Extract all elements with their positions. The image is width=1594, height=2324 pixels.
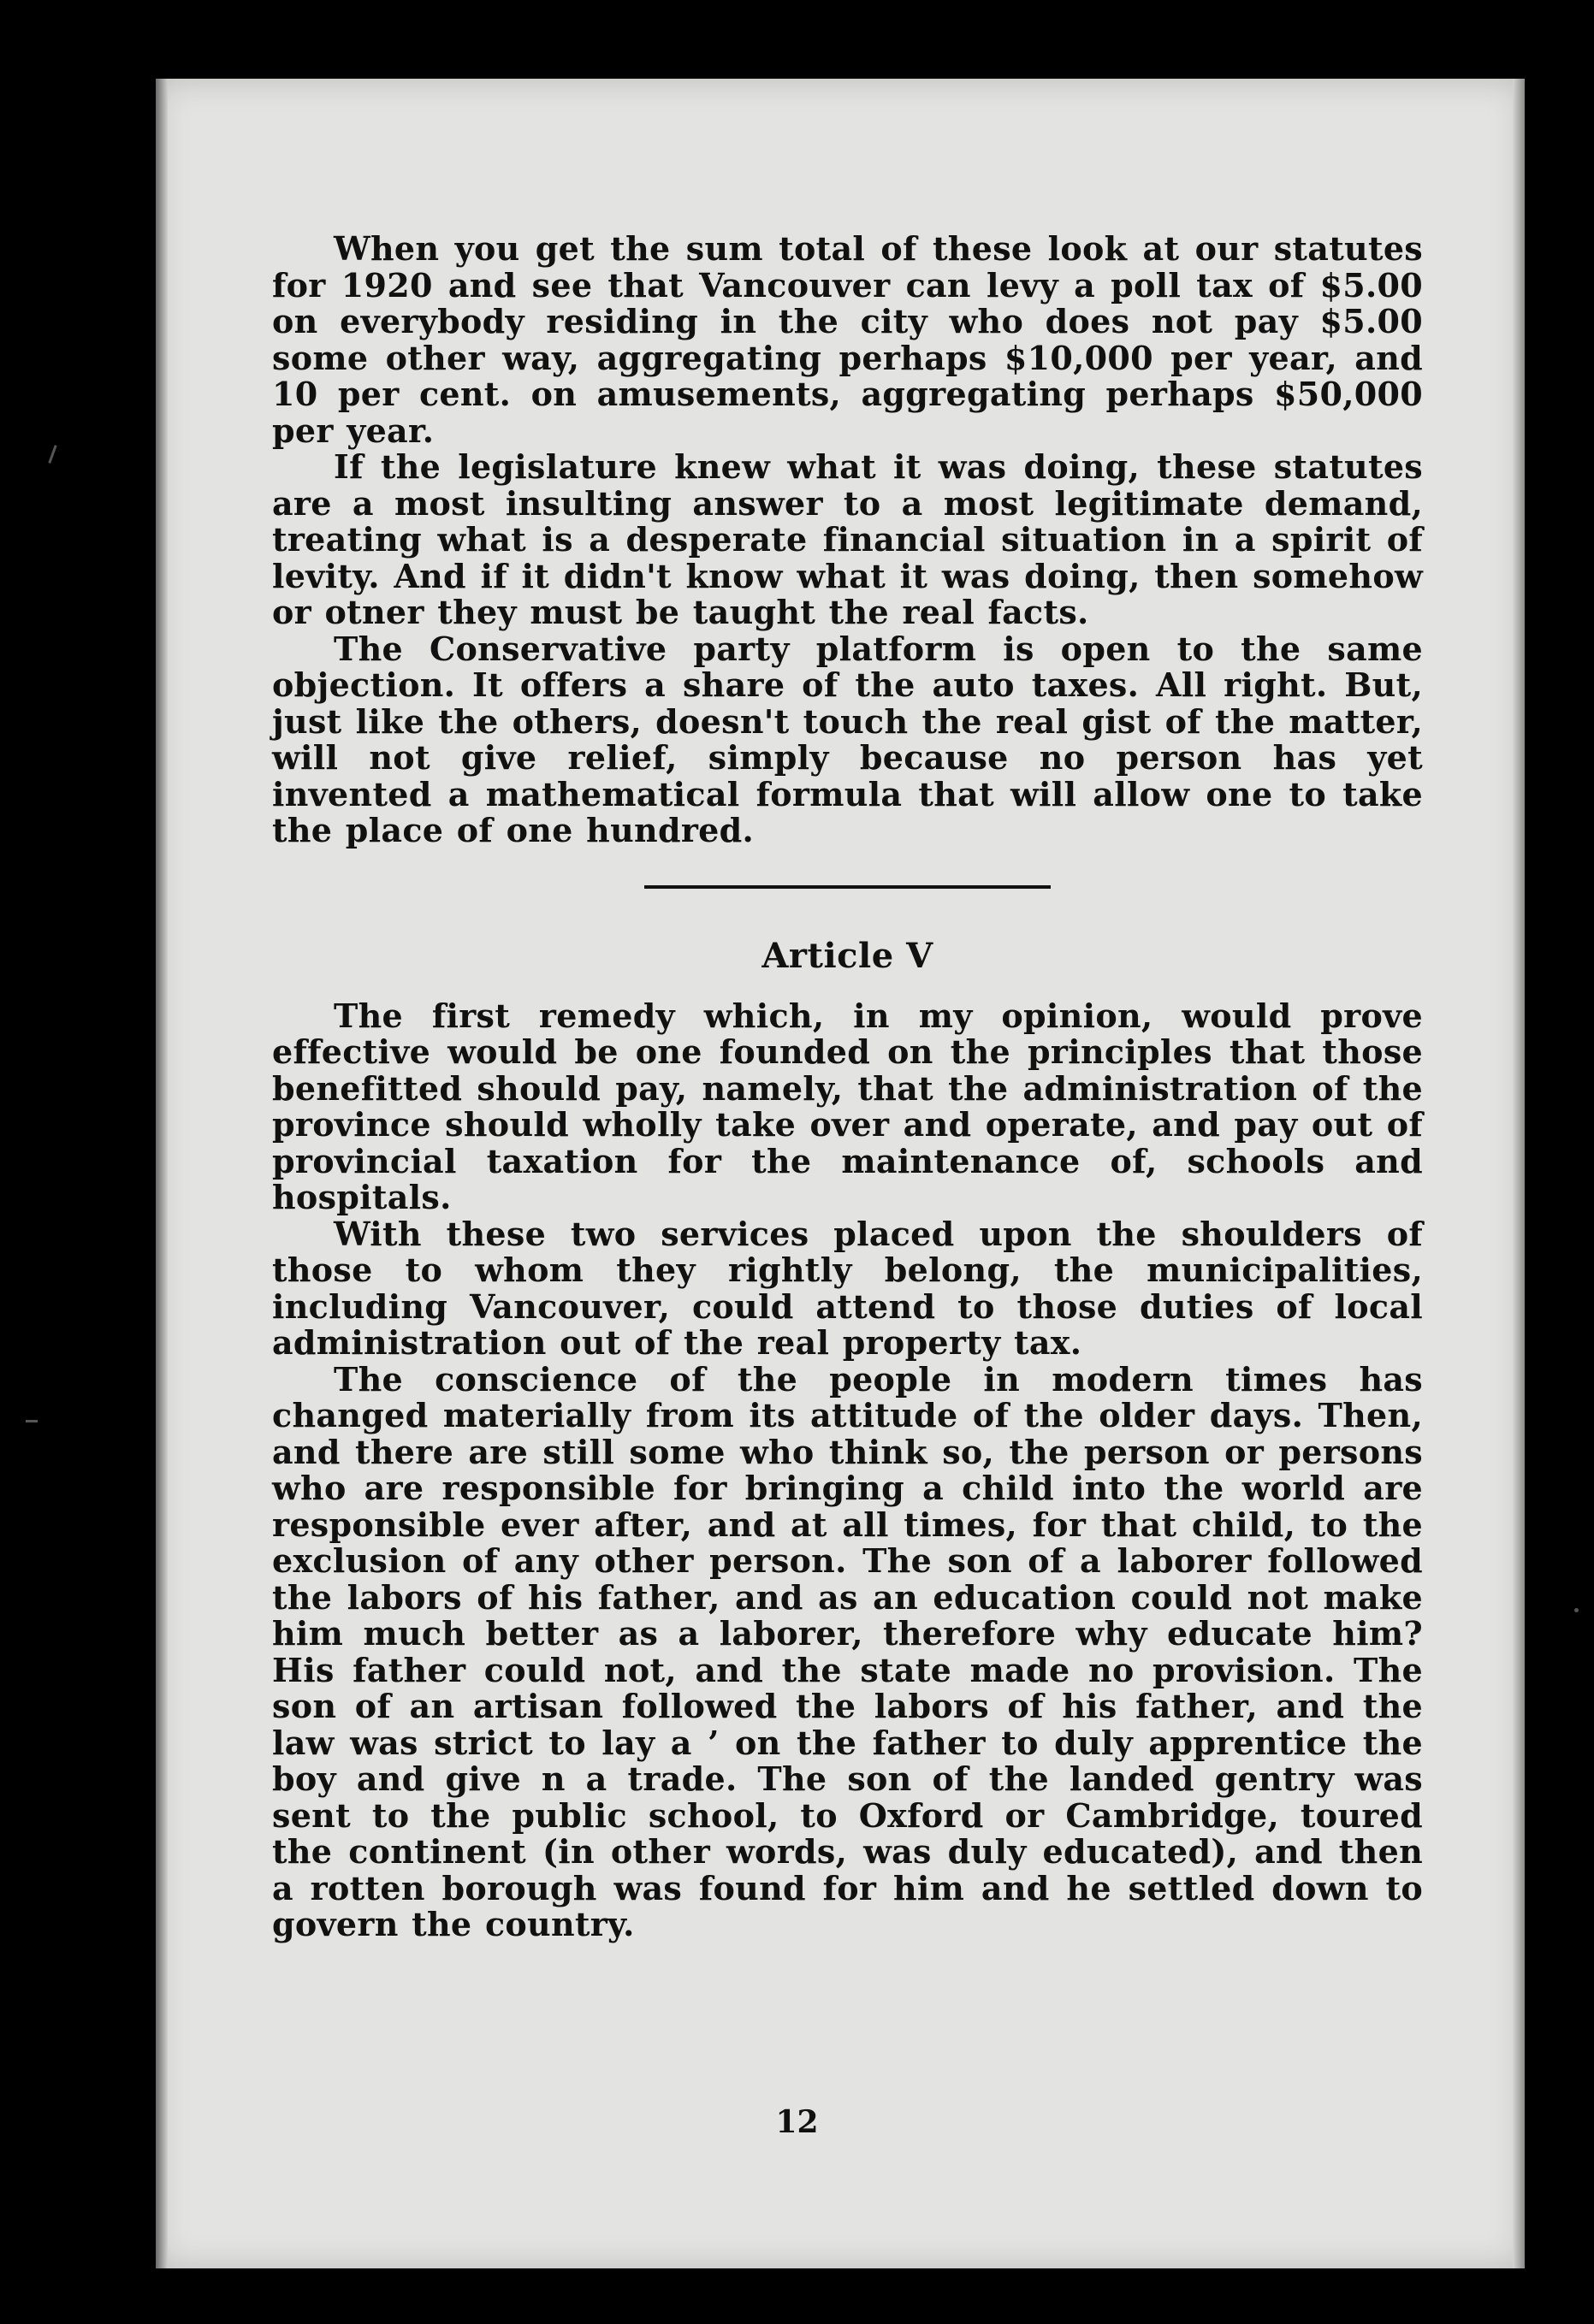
page-right-edge — [1513, 79, 1525, 2268]
paragraph: When you get the sum total of these look at our statutes for 1920 and see that Vancouver can levy a poll tax of $5.00 on everybody residing in the city who does not pay $5.00 some other way, aggregating perhaps $10,000 per year, and 10 per cent. on amusements, aggregating perhaps $50,000 per year. — [272, 229, 1423, 450]
paragraph: The Conservative party platform is open to the same objection. It offers a share of the auto taxes. All right. But, just like the others, doesn't touch the real gist of the matter, will not give relief, simply because no person has yet invented a mathematical formula that will allow one to take the place of one hundred. — [272, 629, 1423, 849]
page-number: 12 — [775, 2104, 819, 2140]
section-divider — [644, 885, 1051, 889]
paragraph: If the legislature knew what it was doing, these statutes are a most insulting answer to a most legitimate demand, treating what is a desperate financial situation in a spirit of levity. And if it didn't know what it was doing, then somehow or otner they must be taught the real facts. — [272, 447, 1423, 631]
scan-mark — [48, 445, 56, 464]
paragraph: The conscience of the people in modern times has changed materially from its attitude of the older days. Then, and there are still some who think so, the person or persons who are responsible for bringing a child into the world are responsible ever after, and at all times, for that child, to the exclusion of any other person. The son of a laborer followed the labors of his father, and as an education could not make him much better as a laborer, therefore why educate him? His father could not, and the state made no provision. The son of an artisan followed the labors of his father, and the law was strict to lay a ’ on the father to duly apprentice the boy and give n a trade. The son of the landed gentry was sent to the public school, to Oxford or Cambridge, toured the continent (in other words, was duly educated), and then a rotten borough was found for him and he settled down to govern the country. — [272, 1359, 1423, 1943]
paragraph: With these two services placed upon the shoulders of those to whom they rightly belong, the municipalities, including Vancouver, could attend to those duties of local administration out of the real property tax. — [272, 1214, 1423, 1362]
scan-mark — [1574, 1608, 1579, 1612]
article-heading: Article V — [761, 935, 933, 976]
scan-mark — [26, 1420, 38, 1422]
paragraph: The first remedy which, in my opinion, would prove effective would be one founded on the principles that those benefitted should pay, namely, that the administration of the province should wholly take over and operate, and pay out of provincial taxation for the maintenance of, schools and hospitals. — [272, 996, 1423, 1216]
page-left-edge — [156, 79, 168, 2268]
article-text-block — [272, 231, 1423, 1943]
